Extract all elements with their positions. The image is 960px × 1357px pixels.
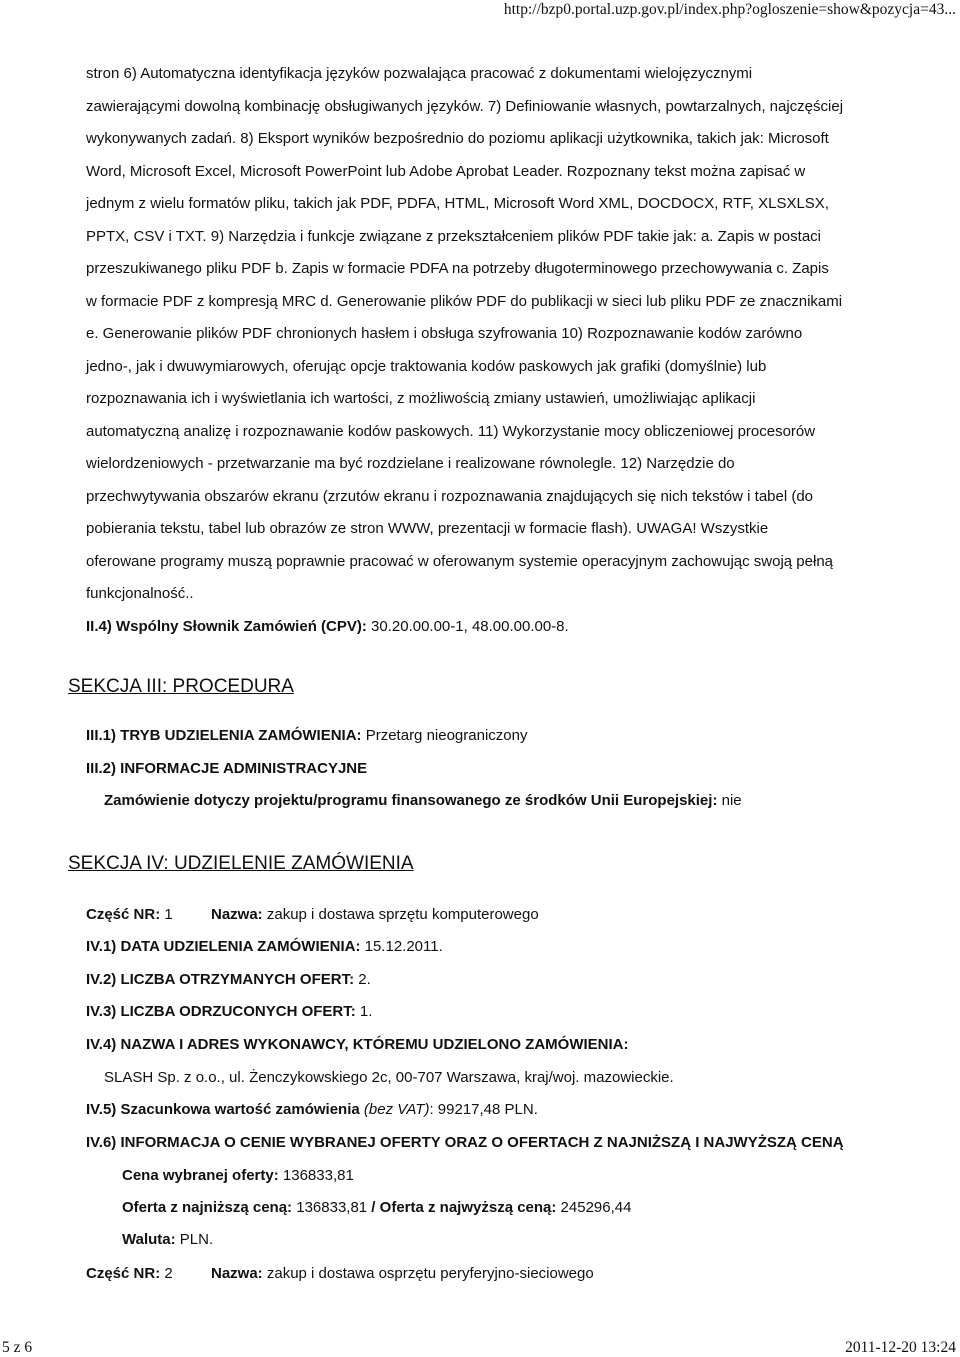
award-date-label: IV.1) DATA UDZIELENIA ZAMÓWIENIA: [86, 938, 361, 955]
text-line: w formacie PDF z kompresją MRC d. Generowanie plików PDF do publikacji w sieci lub pliku PDF ze znacznikami [86, 292, 843, 310]
lowest-price-label: Oferta z najniższą ceną: [122, 1199, 293, 1216]
estimated-value-note: (bez VAT) [359, 1101, 430, 1118]
chosen-price-label: Cena wybranej oferty: [122, 1167, 279, 1184]
text-line: rozpoznawania ich i wyświetlania ich wartości, z możliwością zmiany ustawień, umożliwiając aplikacji [86, 390, 756, 407]
chosen-price-value: 136833,81 [278, 1167, 354, 1184]
text-line: pobierania tekstu, tabel lub obrazów ze stron WWW, prezentacji w formacie flash). UWAGA! Wszystkie [86, 520, 769, 537]
offers-received-value: 2. [354, 971, 371, 988]
name-value: zakup i dostawa sprzętu komputerowego [262, 906, 539, 923]
offers-received-label: IV.2) LICZBA OTRZYMANYCH OFERT: [86, 971, 355, 988]
highest-price-label: Oferta z najwyższą ceną: [379, 1199, 557, 1216]
estimated-value-label: IV.5) Szacunkowa wartość zamówienia [86, 1101, 360, 1118]
part-2-number [86, 1265, 173, 1282]
offers-received [86, 970, 371, 990]
part-1-header [86, 905, 539, 925]
description-paragraph [86, 58, 901, 611]
cpv-label: II.4) Wspólny Słownik Zamówień (CPV): [86, 617, 367, 635]
text-line: oferowane programy muszą poprawnie pracować w oferowanym systemie operacyjnym zachowując swoją pełną [86, 552, 834, 570]
highest-price-value: 245296,44 [556, 1199, 632, 1216]
text-line: funkcjonalność.. [86, 585, 194, 602]
lowest-price-value: 136833,81 [292, 1199, 368, 1216]
currency [122, 1230, 213, 1250]
text-line: e. Generowanie plików PDF chronionych hasłem i obsługa szyfrowania 10) Rozpoznawanie kodów zarówno [86, 325, 803, 342]
admin-info-label: III.2) INFORMACJE ADMINISTRACYJNE [86, 760, 368, 777]
award-date-value: 15.12.2011. [360, 938, 443, 955]
part-1-name [211, 905, 539, 925]
part-2-header [86, 1264, 594, 1284]
currency-value: PLN. [175, 1231, 214, 1248]
print-timestamp: 2011-12-20 13:24 [845, 1339, 956, 1356]
part-no: 2 [160, 1265, 173, 1282]
contractor-heading [86, 1035, 629, 1055]
cpv-value: 30.20.00.00-1, 48.00.00.00-8. [366, 617, 569, 635]
section-3-title: SEKCJA III: PROCEDURA [68, 676, 294, 697]
page-url: http://bzp0.portal.uzp.gov.pl/index.php?ogloszenie=show&pozycja=43... [503, 1, 956, 18]
part-label: Część NR: [86, 906, 161, 923]
text-line: przechwytywania obszarów ekranu (zrzutów ekranu i rozpoznawania znajdujących się nich tekstów i tabel (do [86, 487, 814, 505]
page-number: 5 z 6 [2, 1339, 33, 1356]
eu-funding-value: nie [717, 792, 742, 809]
text-line: Word, Microsoft Excel, Microsoft PowerPoint lub Adobe Aprobat Leader. Rozpoznany tekst można zapisać w [86, 162, 806, 180]
estimated-value-amount: : 99217,48 PLN. [429, 1101, 538, 1118]
price-info-label: IV.6) INFORMACJA O CENIE WYBRANEJ OFERTY ORAZ O OFERTACH Z NAJNIŻSZĄ I NAJWYŻSZĄ CENĄ [86, 1134, 844, 1151]
price-range [122, 1198, 631, 1218]
section-4-title: SEKCJA IV: UDZIELENIE ZAMÓWIENIA [68, 853, 414, 874]
price-info-heading [86, 1133, 844, 1153]
eu-funding [104, 791, 742, 811]
cpv-line [86, 613, 901, 641]
contractor-address: SLASH Sp. z o.o., ul. Żenczykowskiego 2c, 00-707 Warszawa, kraj/woj. mazowieckie. [104, 1069, 674, 1086]
offers-rejected [86, 1002, 372, 1022]
offers-rejected-label: IV.3) LICZBA ODRZUCONYCH OFERT: [86, 1003, 356, 1020]
offers-rejected-value: 1. [355, 1003, 373, 1020]
text-line: wielordzeniowych - przetwarzanie ma być rozdzielane i realizowane równolegle. 12) Narzędzie do [86, 455, 735, 472]
text-line: PPTX, CSV i TXT. 9) Narzędzia i funkcje związane z przekształceniem plików PDF takie jak: a. Zapis w postaci [86, 227, 821, 245]
part-label: Część NR: [86, 1265, 161, 1282]
eu-funding-label: Zamówienie dotyczy projektu/programu finansowanego ze środków Unii Europejskiej: [104, 792, 718, 809]
currency-label: Waluta: [122, 1231, 176, 1248]
text-line: automatyczną analizę i rozpoznawanie kodów paskowych. 11) Wykorzystanie mocy obliczeniowej procesorów [86, 422, 816, 440]
part-1-number [86, 906, 173, 923]
text-line: przeszukiwanego pliku PDF b. Zapis w formacie PDFA na potrzeby długoterminowego przechowywania c. Zapis [86, 260, 829, 277]
name-label: Nazwa: [211, 1265, 263, 1282]
text-line: jednym z wielu formatów pliku, takich jak PDF, PDFA, HTML, Microsoft Word XML, DOCDOCX, RTF, XLSXLSX, [86, 195, 829, 212]
name-label: Nazwa: [211, 906, 263, 923]
procedure-type-label: III.1) TRYB UDZIELENIA ZAMÓWIENIA: [86, 727, 362, 744]
part-no: 1 [160, 906, 173, 923]
text-line: zawierającymi dowolną kombinację obsługiwanych języków. 7) Definiowanie własnych, powtarzalnych, najczęściej [86, 97, 844, 115]
chosen-offer-price [122, 1166, 354, 1186]
text-line: stron 6) Automatyczna identyfikacja języków pozwalająca pracować z dokumentami wielojęzycznymi [86, 65, 753, 82]
award-date [86, 937, 443, 957]
description-text [86, 58, 901, 641]
procedure-type-value: Przetarg nieograniczony [361, 727, 528, 744]
text-line: jedno-, jak i dwuwymiarowych, oferując opcje traktowania kodów paskowych jak grafiki (domyślnie) lub [86, 357, 767, 375]
text-line: wykonywanych zadań. 8) Eksport wyników bezpośrednio do poziomu aplikacji użytkownika, takich jak: Microsoft [86, 130, 829, 147]
name-value: zakup i dostawa osprzętu peryferyjno-sieciowego [262, 1265, 594, 1282]
price-separator: / [367, 1199, 380, 1216]
contractor-label: IV.4) NAZWA I ADRES WYKONAWCY, KTÓREMU UDZIELONO ZAMÓWIENIA: [86, 1036, 629, 1053]
procedure-type [86, 726, 527, 746]
admin-info-heading [86, 759, 367, 779]
part-2-name [211, 1264, 594, 1284]
estimated-value [86, 1100, 538, 1120]
